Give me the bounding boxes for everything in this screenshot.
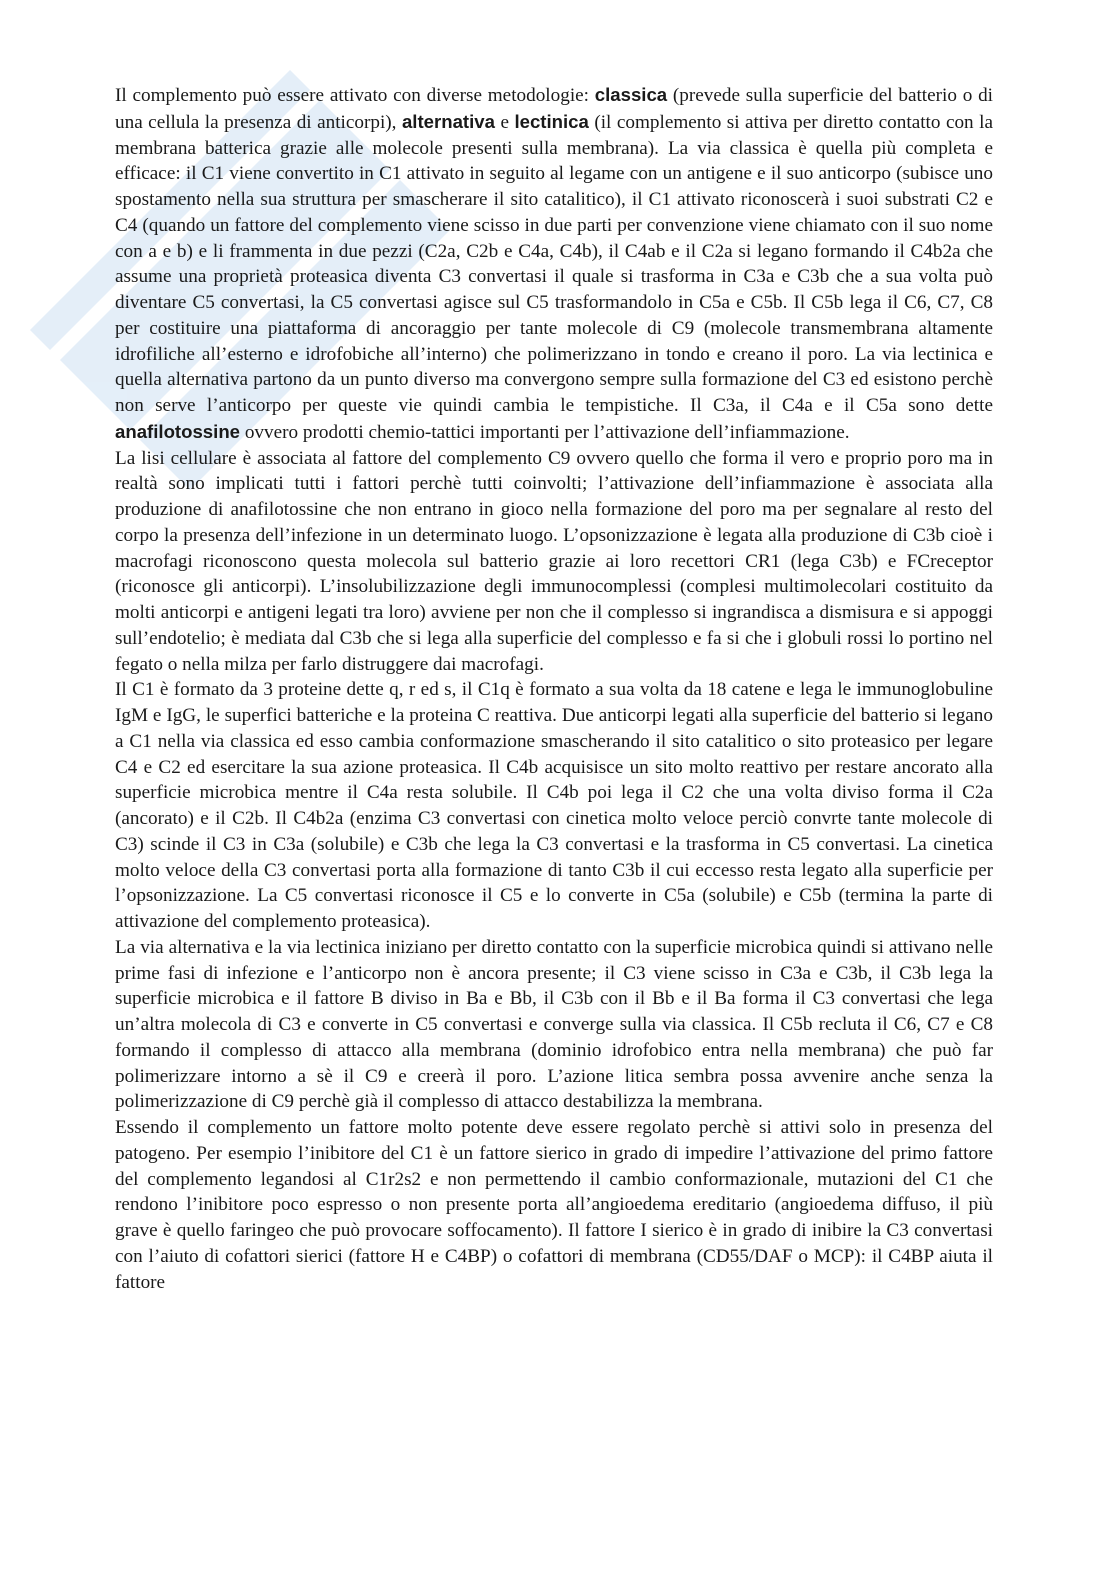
paragraph (115, 1115, 993, 1295)
paragraph (115, 82, 993, 446)
paragraph (115, 677, 993, 935)
text-run: La via alternativa e la via lectinica iniziano per diretto contatto con la superficie microbica quindi si attivano nelle prime fasi di infezione e l’anticorpo non è ancora presente; il C3 viene scisso in C3a e C3b, il C3b lega la superficie microbica e il fattore B diviso in Ba e Bb, il C3b con il Bb e il Ba forma il C3 convertasi che lega un’altra molecola di C3 e converte in C5 convertasi e converge sulla via classica. Il C5b recluta il C6, C7 e C8 formando il complesso di attacco alla membrana (dominio idrofobico entra nella membrana) che può far polimerizzare intorno a sè il C9 e creerà il poro. L’azione litica sembra possa avvenire anche senza la polimerizzazione di C9 perchè già il complesso di attacco destabilizza la membrana. (115, 936, 993, 1113)
bold-term: lectinica (514, 110, 589, 132)
text-run: Il C1 è formato da 3 proteine dette q, r ed s, il C1q è formato a sua volta da 18 catene e lega le immunoglobuline IgM e IgG, le superfici batteriche e la proteina C reattiva. Due anticorpi legati alla superficie del batterio si legano a C1 nella via classica ed esso cambia conformazione smascherando il sito catalitico o sito proteasico per legare C4 e C2 ed esercitare la sua azione proteasica. Il C4b acquisisce un sito molto reattivo per restare ancorato alla superficie microbica mentre il C4a resta solubile. Il C4b poi lega il C2 che una volta diviso forma il C2a (ancorato) e il C2b. Il C4b2a (enzima C3 convertasi con cinetica molto veloce perciò convrte tante molecole di C3) scinde il C3 in C3a (solubile) e C3b che lega la C3 convertasi e la trasforma in C5 convertasi. La cinetica molto veloce della C3 convertasi porta alla formazione di tanto C3b il cui eccesso resta legato alla superficie per l’opsonizzazione. La C5 convertasi riconosce il C5 e lo converte in C5a (solubile) e C5b (termina la parte di attivazione del complemento proteasica). (115, 679, 993, 932)
text-run: (prevede sulla superficie del batterio o di una cellula la presenza di anticorpi), (115, 85, 993, 133)
bold-term: anafilotossine (115, 420, 241, 442)
paragraph (115, 935, 993, 1115)
text-run: Essendo il complemento un fattore molto potente deve essere regolato perchè si attivi solo in presenza del patogeno. Per esempio l’inibitore del C1 è un fattore sierico in grado di impedire l’attivazione del primo fattore del complemento legandosi al C1r2s2 e non permettendo il cambio conformazionale, mutazioni del C1 che rendono l’inibitore poco espresso o non presente porta all’angioedema ereditario (angioedema diffuso, il più grave è quello faringeo che può provocare soffocamento). Il fattore I sierico è in grado di inibire la C3 convertasi con l’aiuto di cofattori sierici (fattore H e C4BP) o cofattori di membrana (CD55/DAF o MCP): il C4BP aiuta il fattore (115, 1117, 993, 1293)
text-run: (il complemento si attiva per diretto contatto con la membrana batterica grazie alle molecole presenti sulla membrana). La via classica è quella più completa e efficace: il C1 viene convertito in C1 attivato in seguito al legame con un antigene e il suo anticorpo (subisce uno spostamento nella sua struttura per smascherare il sito catalitico), il C1 attivato riconoscerà i suoi substrati C2 e C4 (quando un fattore del complemento viene scisso in due parti per convenzione viene chiamato con il suo nome con a e b) e li frammenta in due pezzi (C2a, C2b e C4a, C4b), il C4ab e il C2a si legano formando il C4b2a che assume una proprietà proteasica diventa C3 convertasi il quale si trasforma in C3a e C3b che a sua volta può diventare C5 convertasi, la C5 convertasi agisce sul C5 trasformandolo in C5a e C5b. Il C5b lega il C6, C7, C8 per costituire una piattaforma di ancoraggio per tante molecole di C9 (molecole transmembrana altamente idrofiliche all’esterno e idrofobiche all’interno) che polimerizzano in tondo e creano il poro. La via lectinica e quella alternativa partono da un punto diverso ma convergono sempre sulla formazione del C3 ed esistono perchè non serve l’anticorpo per queste vie quindi cambia le tempistiche. Il C3a, il C4a e il C5a sono dette (115, 111, 993, 416)
paragraph (115, 446, 993, 678)
text-run: ovvero prodotti chemio-tattici importanti per l’attivazione dell’infiammazione. (240, 421, 850, 443)
document-body (115, 82, 993, 1295)
text-run: Il complemento può essere attivato con diverse metodologie: (115, 85, 595, 106)
bold-term: classica (594, 84, 668, 105)
text-run: La lisi cellulare è associata al fattore del complemento C9 ovvero quello che forma il vero e proprio poro ma in realtà sono implicati tutti i fattori perchè tutti coinvolti; l’attivazione dell’infiammazione è associata alla produzione di anafilotossine che non entrano in gioco nella formazione del poro ma per segnalare al resto del corpo la presenza dell’infezione in un determinato luogo. L’opsonizzazione è legata alla produzione di C3b cioè i macrofagi riconoscono questa molecola sul batterio grazie ai loro recettori CR1 (lega C3b) e FCreceptor (riconosce gli anticorpi). L’insolubilizzazione degli immunocomplessi (complesi multimolecolari costituito da molti anticorpi e antigeni legati tra loro) avviene per non che il complesso si ingrandisca a dismisura e si appoggi sull’endotelio; è mediata dal C3b che si lega alla superficie del complesso e fa si che i globuli rossi lo portino nel fegato o nella milza per farlo distruggere dai macrofagi. (115, 447, 993, 675)
text-run: e (494, 111, 515, 133)
bold-term: alternativa (401, 110, 495, 132)
